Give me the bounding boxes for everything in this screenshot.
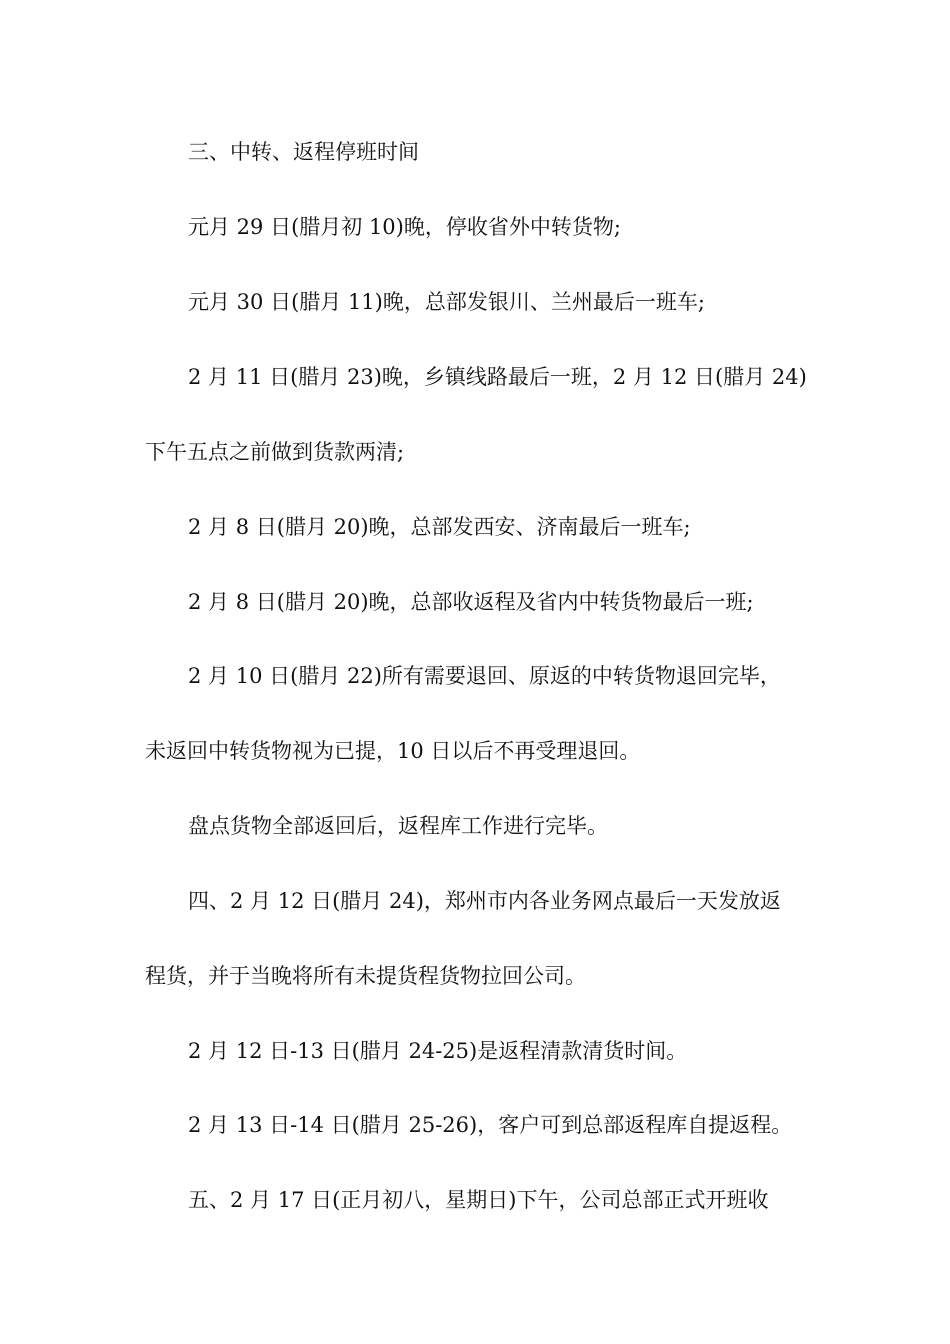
paragraph-line: 2 月 12 日-13 日(腊月 24-25)是返程清款清货时间。 <box>188 1039 688 1063</box>
paragraph-line: 程货，并于当晚将所有未提货程货物拉回公司。 <box>145 964 586 988</box>
section-heading-3: 三、中转、返程停班时间 <box>188 140 419 164</box>
section-heading-5: 五、2 月 17 日(正月初八，星期日)下午，公司总部正式开班收 <box>188 1188 769 1212</box>
paragraph-line: 2 月 8 日(腊月 20)晚，总部发西安、济南最后一班车; <box>188 515 691 539</box>
paragraph-line: 2 月 10 日(腊月 22)所有需要退回、原返的中转货物退回完毕， <box>188 664 781 688</box>
paragraph-line: 2 月 13 日-14 日(腊月 25-26)，客户可到总部返程库自提返程。 <box>188 1113 793 1137</box>
paragraph-line: 未返回中转货物视为已提，10 日以后不再受理退回。 <box>145 739 641 763</box>
paragraph-line: 2 月 8 日(腊月 20)晚，总部收返程及省内中转货物最后一班; <box>188 590 754 614</box>
section-heading-4: 四、2 月 12 日(腊月 24)，郑州市内各业务网点最后一天发放返 <box>188 889 781 913</box>
paragraph-line: 元月 29 日(腊月初 10)晚，停收省外中转货物; <box>188 215 621 239</box>
paragraph-line: 元月 30 日(腊月 11)晚，总部发银川、兰州最后一班车; <box>188 290 705 314</box>
paragraph-line: 盘点货物全部返回后，返程库工作进行完毕。 <box>188 814 608 838</box>
paragraph-line: 下午五点之前做到货款两清; <box>145 440 405 464</box>
paragraph-line: 2 月 11 日(腊月 23)晚，乡镇线路最后一班，2 月 12 日(腊月 24) <box>188 365 807 389</box>
